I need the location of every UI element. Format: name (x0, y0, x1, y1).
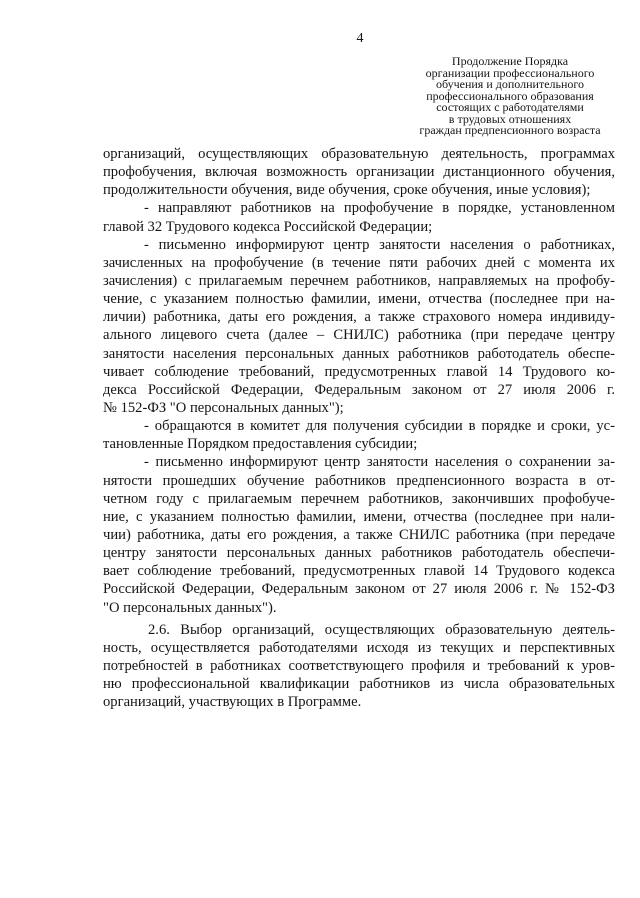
body-line: Российской Федерации, Федеральным законом от 27 июля 2006 г. № 152-ФЗ (103, 581, 615, 598)
body-line: центру занятости персональных данных работников работодатель обеспечи- (103, 545, 615, 562)
body-line: профобучения, включая возможность организации дистанционного обучения, (103, 164, 615, 181)
header-line: Продолжение Порядка (451, 54, 569, 68)
body-line: личии) работника, даты его рождения, а также страхового номера индивиду- (103, 309, 615, 326)
body-line: занятости населения персональных данных работников работодатель обеспе- (103, 345, 615, 362)
body-line: № 152-ФЗ "О персональных данных"); (103, 399, 344, 416)
body-line: - направляют работников на профобучение в порядке, установленном (144, 200, 615, 217)
document-body (103, 145, 615, 711)
body-line: четном году с прилагаемым перечнем работников, закончивших профобуче- (103, 490, 615, 507)
body-line: тановленные Порядком предоставления субсидии; (103, 436, 418, 453)
page-number: 4 (356, 31, 364, 46)
header-line: организации профессионального (425, 65, 595, 80)
body-line: - письменно информируют центр занятости населения о сохранении за- (144, 454, 615, 471)
body-line: декса Российской Федерации, Федеральным законом от 27 июля 2006 г. (103, 381, 615, 398)
body-line: вает соблюдение требований, предусмотренных главой 14 Трудового кодекса (103, 563, 615, 580)
body-line: "О персональных данных"). (103, 599, 277, 616)
body-line: ального лицевого счета (далее – СНИЛС) работника (при передаче центру (103, 327, 615, 344)
body-line: 2.6. Выбор организаций, осуществляющих образовательную деятель- (148, 621, 615, 638)
document-header (400, 56, 620, 137)
header-line: в трудовых отношениях (448, 111, 572, 126)
body-line: чии) работника, даты его рождения, а также СНИЛС работника (при передаче (103, 526, 615, 543)
body-line: главой 32 Трудового кодекса Российской Федерации; (103, 218, 433, 235)
body-line: потребностей в работниках соответствующего профиля и требований к уров- (103, 657, 615, 674)
body-line: - обращаются в комитет для получения субсидии в порядке и сроки, ус- (144, 418, 615, 435)
body-line: ние, с указанием полностью фамилии, имени, отчества (последнее при нали- (103, 508, 615, 525)
body-line: ность, осуществляется работодателями исходя из текущих и перспективных (103, 639, 615, 656)
body-line: организаций, участвующих в Программе. (103, 694, 362, 711)
body-line: продолжительности обучения, виде обучения, сроке обучения, иные условия); (103, 182, 591, 199)
body-line: организаций, осуществляющих образовательную деятельность, программах (103, 146, 615, 162)
body-line: зачисленных на профобучение (в течение пяти рабочих дней с момента их (103, 254, 615, 271)
body-line: чение, с указанием полностью фамилии, имени, отчества (последнее при на- (103, 291, 615, 308)
header-line: состоящих с работодателями (436, 100, 584, 114)
header-line: профессионального образования (426, 88, 594, 103)
header-line: граждан предпенсионного возраста (419, 123, 601, 137)
body-line: нятости прошедших обучение работников предпенсионного возраста в от- (103, 472, 615, 489)
body-line: зачисления) с прилагаемым перечнем работников, направляемых на профобу- (103, 272, 615, 289)
body-line: ню профессиональной квалификации работников из числа образовательных (103, 676, 615, 693)
body-line: чивает соблюдение требований, предусмотренных главой 14 Трудового ко- (103, 363, 615, 380)
body-line: - письменно информируют центр занятости населения о работниках, (144, 236, 615, 253)
header-line: обучения и дополнительного (435, 77, 585, 91)
